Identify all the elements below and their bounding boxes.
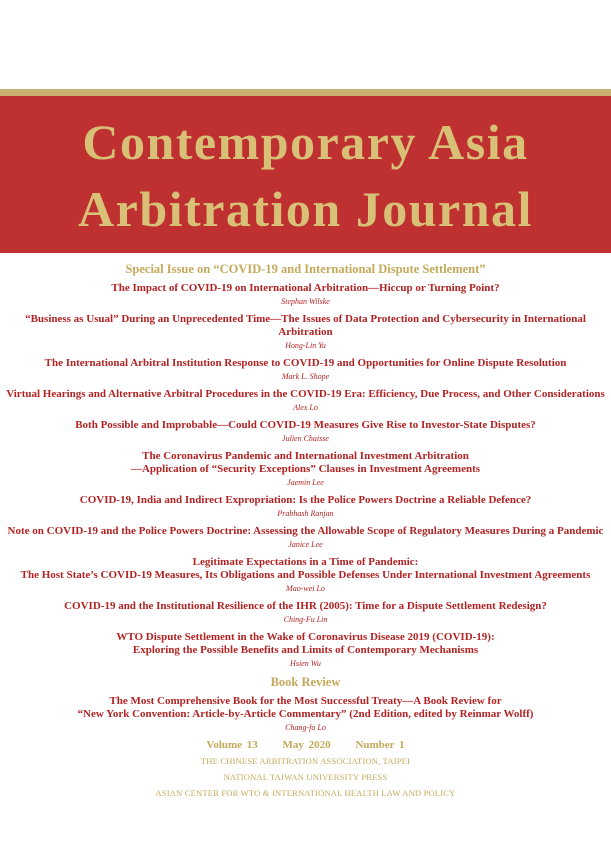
article-item xyxy=(0,600,611,625)
publisher-line: THE CHINESE ARBITRATION ASSOCIATION, TAIPEI xyxy=(200,756,411,766)
article-item xyxy=(0,282,611,307)
article-author: Mark L. Shope xyxy=(281,372,330,381)
article-title-line2: The Host State’s COVID-19 Measures, Its Obligations and Possible Defenses Under International Investment Agreements xyxy=(20,569,591,581)
article-author: Jaemin Lee xyxy=(287,478,324,487)
article-title: The Impact of COVID-19 on International Arbitration—Hiccup or Turning Point? xyxy=(111,282,500,294)
issue-info xyxy=(0,739,611,751)
article-author: Stephan Wilske xyxy=(281,297,330,306)
article-title: WTO Dispute Settlement in the Wake of Coronavirus Disease 2019 (COVID-19): xyxy=(116,631,495,643)
article-author: Hong-Lin Yu xyxy=(285,341,326,350)
article-author: Alex Lo xyxy=(293,403,318,412)
article-author: Julien Chaisse xyxy=(282,434,329,443)
article-item xyxy=(0,631,611,669)
article-title: “Business as Usual” During an Unprecedented Time—The Issues of Data Protection and Cybersecurity in International Arbitration xyxy=(25,313,586,338)
article-author: Hsien Wu xyxy=(290,659,321,668)
article-item xyxy=(0,313,611,351)
article-title-line2: —Application of “Security Exceptions” Clauses in Investment Agreements xyxy=(130,463,481,475)
book-review-title: The Most Comprehensive Book for the Most Successful Treaty—A Book Review for xyxy=(109,695,502,707)
journal-title-line1: Contemporary Asia xyxy=(82,114,529,170)
book-review-heading: Book Review xyxy=(270,675,341,689)
article-title-line2: Exploring the Possible Benefits and Limits of Contemporary Mechanisms xyxy=(132,644,479,656)
article-title: The Coronavirus Pandemic and International Investment Arbitration xyxy=(142,450,469,462)
issue-date: May 2020 xyxy=(282,739,331,751)
article-title: COVID-19, India and Indirect Expropriation: Is the Police Powers Doctrine a Reliable Defence? xyxy=(79,494,532,506)
article-item xyxy=(0,556,611,594)
article-author: Janice Lee xyxy=(288,540,323,549)
publisher-line: ASIAN CENTER FOR WTO & INTERNATIONAL HEALTH LAW AND POLICY xyxy=(155,788,456,798)
article-title: Virtual Hearings and Alternative Arbitral Procedures in the COVID-19 Era: Efficiency, Due Process, and Other Considerations xyxy=(6,388,605,400)
book-review-item xyxy=(0,695,611,733)
article-author: Mao-wei Lo xyxy=(286,584,325,593)
special-issue-heading: Special Issue on “COVID-19 and International Dispute Settlement” xyxy=(125,262,486,276)
book-review-title-line2: “New York Convention: Article-by-Article Commentary” (2nd Edition, edited by Reinmar Wolff) xyxy=(77,708,534,720)
article-item xyxy=(0,450,611,488)
article-item xyxy=(0,494,611,519)
article-item xyxy=(0,419,611,444)
article-title: Both Possible and Improbable—Could COVID-19 Measures Give Rise to Investor-State Disputes? xyxy=(75,419,536,431)
article-item xyxy=(0,525,611,550)
article-title: The International Arbitral Institution Response to COVID-19 and Opportunities for Online Dispute Resolution xyxy=(44,357,567,369)
gold-rule xyxy=(0,89,611,96)
volume-label: Volume 13 xyxy=(206,739,258,751)
article-item xyxy=(0,357,611,382)
table-of-contents xyxy=(0,262,611,799)
article-title: COVID-19 and the Institutional Resilience of the IHR (2005): Time for a Dispute Settlement Redesign? xyxy=(64,600,547,612)
number-label: Number 1 xyxy=(355,739,405,751)
article-author: Ching-Fu Lin xyxy=(283,615,328,624)
article-title: Note on COVID-19 and the Police Powers Doctrine: Assessing the Allowable Scope of Regulatory Measures During a Pandemic xyxy=(7,525,604,537)
article-title: Legitimate Expectations in a Time of Pandemic: xyxy=(192,556,419,568)
publisher-line: NATIONAL TAIWAN UNIVERSITY PRESS xyxy=(223,772,388,782)
book-review-author: Chang-fa Lo xyxy=(285,723,326,732)
journal-title-line2: Arbitration Journal xyxy=(78,181,533,237)
article-item xyxy=(0,388,611,413)
article-author: Prabhash Ranjan xyxy=(277,509,334,518)
